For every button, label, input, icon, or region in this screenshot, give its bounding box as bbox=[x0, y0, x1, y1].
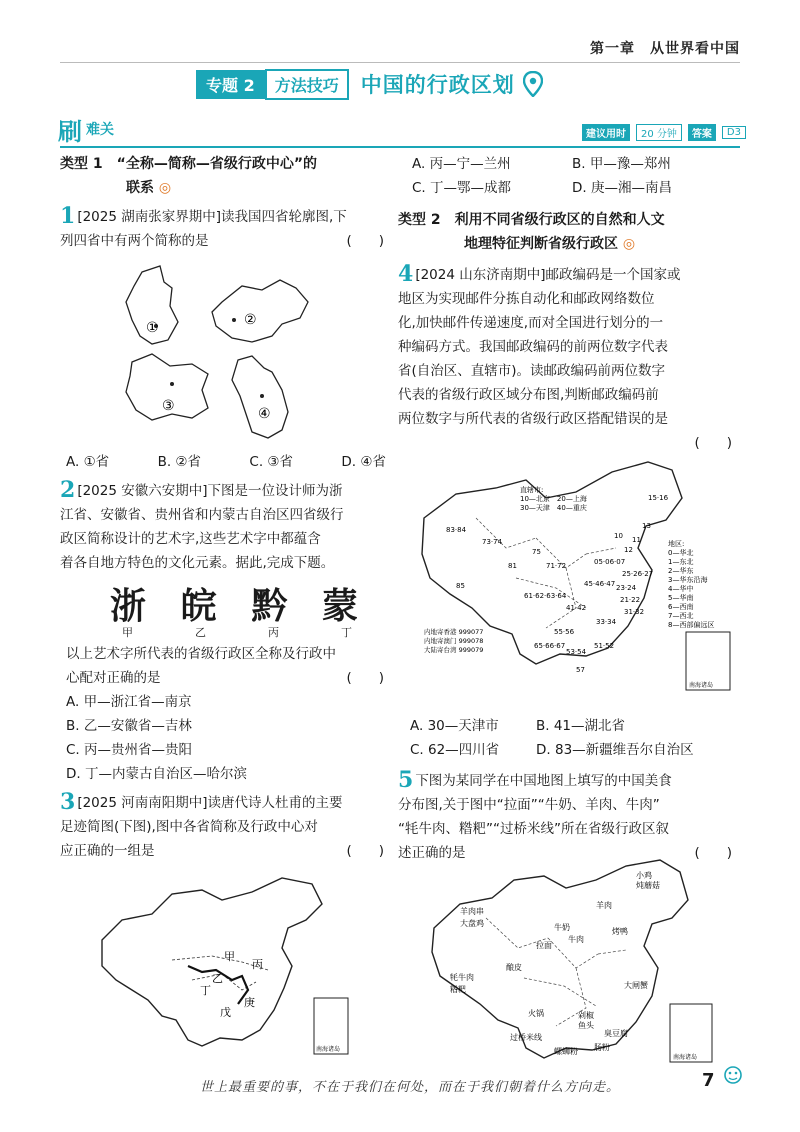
capital-dot-2 bbox=[232, 318, 236, 322]
banner-tag: 专题 2 bbox=[196, 70, 265, 99]
tw-note: 大陆寄台湾 999079 bbox=[424, 646, 484, 654]
food-xiaoji: 小鸡 bbox=[636, 871, 652, 880]
section-tags bbox=[582, 124, 746, 141]
q4-options bbox=[410, 714, 740, 762]
capital-dot-3 bbox=[170, 382, 174, 386]
q3-china-map bbox=[92, 870, 352, 1060]
code-73-74: 73·74 bbox=[482, 538, 503, 546]
food-maoniurou: 牦牛肉 bbox=[450, 973, 474, 982]
q5-line3: “牦牛肉、糌粑”“过桥米线”所在省级行政区叙 bbox=[398, 821, 669, 837]
q3-label-bing: 丙 bbox=[252, 958, 263, 971]
answer-label: 答案 bbox=[688, 124, 716, 141]
q2-line2: 江省、安徽省、贵州省和内蒙古自治区四省级行 bbox=[60, 507, 344, 523]
food-niangpi: 酿皮 bbox=[506, 963, 522, 972]
code-25-27: 25·26·27 bbox=[622, 570, 654, 578]
food-zanba: 糌粑 bbox=[450, 985, 466, 994]
q2-option-a[interactable]: A. 甲—浙江省—南京 bbox=[66, 694, 192, 710]
q4-option-b[interactable]: B. 41—湖北省 bbox=[536, 718, 626, 734]
q3-line3: 应正确的一组是 bbox=[60, 843, 155, 859]
province-shape-4 bbox=[232, 356, 288, 438]
q3-label-geng: 庚 bbox=[244, 996, 255, 1009]
type2-section bbox=[398, 208, 738, 256]
map-label-4: ④ bbox=[258, 406, 271, 422]
q2-stem1: 以上艺术字所代表的省级行政区全称及行政中 bbox=[66, 646, 336, 662]
banner-tag2: 方法技巧 bbox=[265, 69, 349, 100]
q2-stem bbox=[66, 642, 390, 786]
code-45-46-47: 45·46·47 bbox=[584, 580, 616, 588]
code-81: 81 bbox=[508, 562, 517, 570]
q1-province-map bbox=[112, 262, 342, 452]
food-niunai: 牛奶 bbox=[554, 923, 570, 932]
legend-2: 2—华东 bbox=[668, 567, 694, 575]
code-33-34: 33·34 bbox=[596, 618, 617, 626]
code-71-72: 71·72 bbox=[546, 562, 567, 570]
q3-label-ding: 丁 bbox=[200, 984, 211, 997]
food-dazhaxie: 大闸蟹 bbox=[624, 981, 648, 990]
food-yutou: 鱼头 bbox=[578, 1021, 594, 1030]
mo-note: 内地寄澳门 999078 bbox=[424, 637, 484, 645]
art-char-qian: 黔 bbox=[251, 585, 290, 627]
q4-note-line2: 30—天津 40—重庆 bbox=[520, 504, 587, 512]
q4-line1: [2024 山东济南期中]邮政编码是一个国家或 bbox=[415, 267, 681, 283]
q4-number: 4 bbox=[398, 261, 414, 287]
code-21-22: 21·22 bbox=[620, 596, 641, 604]
food-luosifen: 螺蛳粉 bbox=[554, 1047, 578, 1056]
section-badge: 刷 bbox=[58, 117, 82, 146]
code-05-06-07: 05·06·07 bbox=[594, 558, 626, 566]
page-number: 7 bbox=[702, 1070, 715, 1091]
q3-answer-bracket[interactable]: ( ) bbox=[346, 843, 384, 859]
q3-option-c[interactable]: C. 丁—鄂—成都 bbox=[412, 180, 512, 196]
code-12: 12 bbox=[624, 546, 633, 554]
q2-option-c[interactable]: C. 丙—贵州省—贵阳 bbox=[66, 742, 193, 758]
q2-art-characters bbox=[110, 578, 360, 629]
code-23-24: 23·24 bbox=[616, 584, 637, 592]
type2-title: 类型 2 利用不同省级行政区的自然和人文 bbox=[398, 212, 665, 228]
map-pin-icon bbox=[523, 71, 543, 97]
map-label-2: ② bbox=[244, 312, 257, 328]
hk-note: 内地寄香港 999077 bbox=[424, 628, 484, 636]
q4-note-title: 直辖市: bbox=[520, 486, 544, 494]
q4 bbox=[398, 262, 738, 455]
banner-title: 中国的行政区划 bbox=[360, 73, 515, 97]
q3-options bbox=[412, 152, 742, 200]
food-yangrouchuan: 羊肉串 bbox=[460, 907, 484, 916]
type1-title: 类型 1 “全称—简称—省级行政中心”的 bbox=[60, 156, 318, 172]
q2-art-labels bbox=[122, 624, 352, 640]
q4-line2: 地区为实现邮件分拣自动化和邮政网络数位 bbox=[398, 291, 655, 307]
code-10: 10 bbox=[614, 532, 623, 540]
art-label-ding: 丁 bbox=[341, 626, 352, 639]
target-icon-2: ◎ bbox=[622, 236, 636, 252]
q4-answer-bracket[interactable]: ( ) bbox=[694, 435, 732, 451]
q4-province-borders bbox=[476, 518, 616, 628]
code-83-84: 83·84 bbox=[446, 526, 467, 534]
target-icon: ◎ bbox=[158, 180, 172, 196]
q4-note-line1: 10—北京 20—上海 bbox=[520, 495, 587, 503]
q1-option-d[interactable]: D. ④省 bbox=[341, 454, 386, 470]
q5-province-borders bbox=[486, 918, 626, 1026]
left-column bbox=[60, 152, 390, 253]
code-75: 75 bbox=[532, 548, 541, 556]
legend-3: 3—华东沿海 bbox=[668, 576, 708, 584]
type1-title-line2 bbox=[60, 176, 390, 200]
q3-option-a[interactable]: A. 丙—宁—兰州 bbox=[412, 156, 511, 172]
q4-line3: 化,加快邮件传递速度,而对全国进行划分的一 bbox=[398, 315, 664, 331]
code-57: 57 bbox=[576, 666, 585, 674]
q2-stem2: 心配对正确的是 bbox=[66, 670, 161, 686]
q2-answer-bracket[interactable]: ( ) bbox=[346, 670, 384, 686]
q3-label-wu: 戊 bbox=[220, 1006, 231, 1019]
capital-dot-4 bbox=[260, 394, 264, 398]
topic-banner bbox=[196, 68, 543, 100]
food-huoguo: 火锅 bbox=[528, 1009, 544, 1018]
legend-title: 地区: bbox=[668, 540, 685, 548]
q5 bbox=[398, 768, 738, 865]
code-53-54: 53·54 bbox=[566, 648, 587, 656]
code-41-42: 41·42 bbox=[566, 604, 587, 612]
q5-line2: 分布图,关于图中“拉面”“牛奶、羊肉、牛肉” bbox=[398, 797, 660, 813]
q2-line1: [2025 安徽六安期中]下图是一位设计师为浙 bbox=[77, 483, 343, 499]
food-choudoufu: 臭豆腐 bbox=[604, 1029, 628, 1038]
q3-inset-label: 南海诸岛 bbox=[316, 1046, 341, 1053]
q5-line4: 述正确的是 bbox=[398, 845, 466, 861]
food-guoqiaomixian: 过桥米线 bbox=[510, 1033, 542, 1042]
q1-number: 1 bbox=[60, 203, 76, 229]
q4-line6: 代表的省级行政区域分布图,判断邮政编码前 bbox=[398, 387, 659, 403]
q5-answer-bracket[interactable]: ( ) bbox=[694, 845, 732, 861]
q3-number: 3 bbox=[60, 789, 76, 815]
q1-answer-bracket[interactable]: ( ) bbox=[346, 233, 384, 249]
q4-inset-label: 南海诸岛 bbox=[689, 682, 714, 689]
legend-8: 8—西部偏远区 bbox=[668, 621, 715, 629]
food-dunmogu: 炖蘑菇 bbox=[636, 881, 660, 890]
q5-inset-label: 南海诸岛 bbox=[673, 1054, 698, 1061]
map-label-3: ③ bbox=[162, 398, 175, 414]
q3-label-jia: 甲 bbox=[224, 950, 235, 963]
time-value: 20 分钟 bbox=[636, 124, 682, 141]
q4-line5: 省(自治区、直辖市)。读邮政编码前两位数字 bbox=[398, 363, 666, 379]
china-outline bbox=[102, 878, 322, 1046]
legend-7: 7—西北 bbox=[668, 612, 694, 620]
section-level: 难关 bbox=[86, 122, 114, 138]
q2 bbox=[60, 478, 390, 575]
q4-postal-map bbox=[416, 458, 736, 694]
q5-food-map bbox=[426, 858, 716, 1064]
food-dapanji: 大盘鸡 bbox=[460, 919, 484, 928]
header-rule bbox=[60, 62, 740, 63]
food-niurou: 牛肉 bbox=[568, 935, 584, 944]
section-rule bbox=[60, 146, 740, 148]
food-kaoya: 烤鸭 bbox=[612, 927, 628, 936]
footer-quote: 世上最重要的事，不在于我们在何处，而在于我们朝着什么方向走。 bbox=[200, 1080, 621, 1095]
q1-text1: [2025 湖南张家界期中]读我国四省轮廓图,下 bbox=[77, 209, 347, 225]
q2-number: 2 bbox=[60, 477, 76, 503]
q3-option-b[interactable]: B. 甲—豫—郑州 bbox=[572, 156, 671, 172]
code-61-64: 61·62·63·64 bbox=[524, 592, 567, 600]
code-65-67: 65·66·67 bbox=[534, 642, 566, 650]
legend-0: 0—华北 bbox=[668, 549, 694, 557]
q1-option-b[interactable]: B. ②省 bbox=[157, 454, 202, 470]
q3-line1: [2025 河南南阳期中]读唐代诗人杜甫的主要 bbox=[77, 795, 343, 811]
art-char-zhe: 浙 bbox=[110, 585, 149, 627]
art-label-yi: 乙 bbox=[195, 626, 206, 639]
q4-option-c[interactable]: C. 62—四川省 bbox=[410, 742, 500, 758]
type1-title-text2: 联系 bbox=[126, 180, 154, 196]
q1-text2: 列四省中有两个简称的是 bbox=[60, 233, 209, 249]
art-char-wan: 皖 bbox=[180, 585, 219, 627]
food-duojiao: 剁椒 bbox=[578, 1011, 594, 1020]
legend-6: 6—西南 bbox=[668, 603, 694, 611]
province-shape-2 bbox=[212, 280, 308, 342]
code-85: 85 bbox=[456, 582, 465, 590]
q3 bbox=[60, 790, 390, 863]
food-yangrou: 羊肉 bbox=[596, 901, 612, 910]
q1-option-a[interactable]: A. ①省 bbox=[66, 454, 110, 470]
q4-option-d[interactable]: D. 83—新疆维吾尔自治区 bbox=[536, 742, 694, 758]
code-15-16: 15·16 bbox=[648, 494, 669, 502]
code-51-52: 51·52 bbox=[594, 642, 615, 650]
q5-line1: 下图为某同学在中国地图上填写的中国美食 bbox=[415, 773, 672, 789]
q4-line7: 两位数字与所代表的省级行政区搭配错误的是 bbox=[398, 411, 668, 427]
code-13: 13 bbox=[642, 522, 651, 530]
legend-4: 4—华中 bbox=[668, 585, 694, 593]
q2-line4: 着各自地方特色的文化元素。据此,完成下题。 bbox=[60, 555, 335, 571]
q1 bbox=[60, 204, 390, 253]
mascot-icon bbox=[722, 1064, 744, 1086]
art-char-meng: 蒙 bbox=[321, 585, 360, 627]
code-31-32: 31·32 bbox=[624, 608, 645, 616]
q1-options bbox=[66, 450, 386, 474]
q3-line2: 足迹简图(下图),图中各省简称及行政中心对 bbox=[60, 819, 318, 835]
answer-page: D3 bbox=[722, 126, 746, 139]
time-label: 建议用时 bbox=[582, 124, 630, 141]
type2-title-line2 bbox=[398, 232, 738, 256]
type2-title-text2: 地理特征判断省级行政区 bbox=[464, 236, 618, 252]
food-changfen: 肠粉 bbox=[594, 1043, 610, 1052]
chapter-header: 第一章 从世界看中国 bbox=[590, 41, 740, 57]
q4-line4: 种编码方式。我国邮政编码的前两位数字代表 bbox=[398, 339, 668, 355]
q2-line3: 政区简称设计的艺术字,这些艺术字中都蕴含 bbox=[60, 531, 321, 547]
q2-option-d[interactable]: D. 丁—内蒙古自治区—哈尔滨 bbox=[66, 766, 247, 782]
legend-5: 5—华南 bbox=[668, 594, 694, 602]
art-label-jia: 甲 bbox=[122, 626, 133, 639]
q4-option-a[interactable]: A. 30—天津市 bbox=[410, 718, 499, 734]
code-11: 11 bbox=[632, 536, 641, 544]
map-label-1: ① bbox=[146, 320, 159, 336]
q3-option-d[interactable]: D. 庚—湘—南昌 bbox=[572, 180, 672, 196]
food-lamian: 拉面 bbox=[536, 941, 552, 950]
code-55-56: 55·56 bbox=[554, 628, 575, 636]
q3-label-yi: 乙 bbox=[212, 972, 223, 985]
legend-1: 1—东北 bbox=[668, 558, 694, 566]
q5-number: 5 bbox=[398, 767, 414, 793]
q2-option-b[interactable]: B. 乙—安徽省—吉林 bbox=[66, 718, 192, 734]
q1-option-c[interactable]: C. ③省 bbox=[249, 454, 294, 470]
art-label-bing: 丙 bbox=[268, 626, 279, 639]
